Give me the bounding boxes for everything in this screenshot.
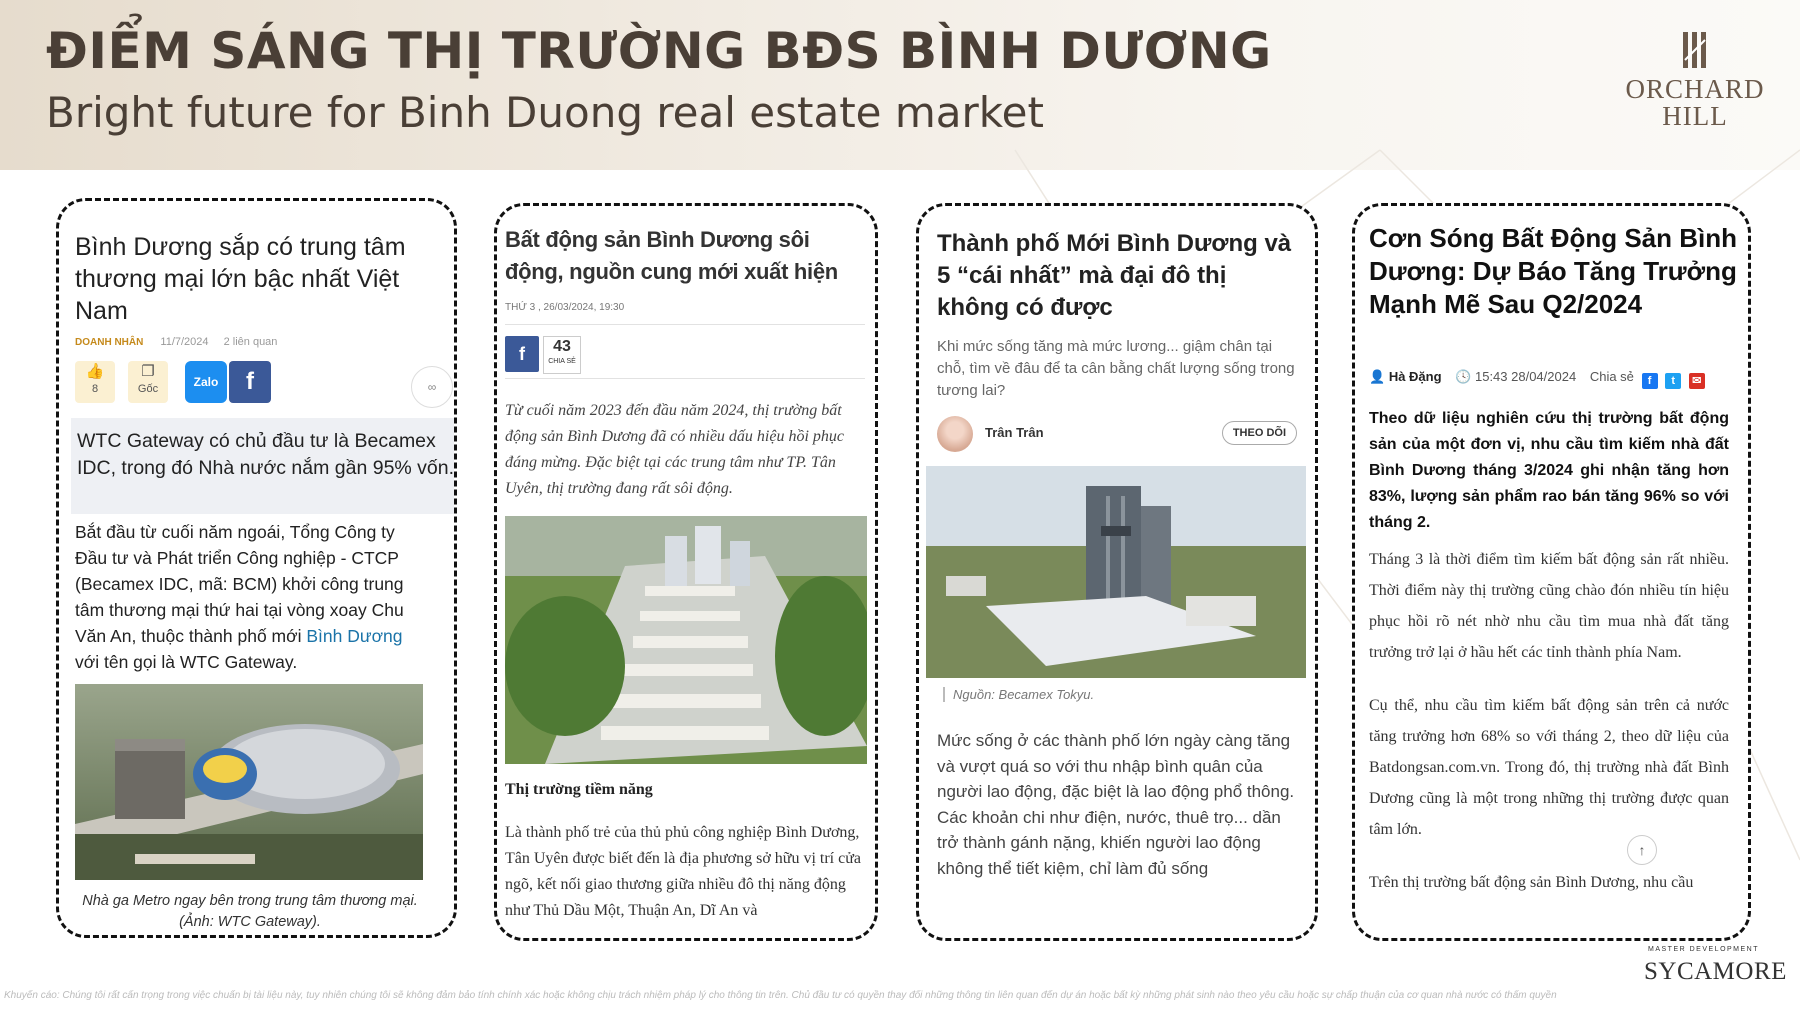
body-text-end: với tên gọi là WTC Gateway. xyxy=(75,652,298,672)
avatar xyxy=(937,416,973,452)
user-icon: 👤 xyxy=(1369,369,1386,384)
article-time: 15:43 28/04/2024 xyxy=(1474,369,1577,384)
article-intro: Từ cuối năm 2023 đến đầu năm 2024, thị trường bất động sản Bình Dương đã có nhiều dấu hiệu hồi phục đáng mừng. Đặc biệt tại các trung tâm như TP. Tân Uyên, thị trường đang rất sôi động. xyxy=(505,402,845,497)
news-card-growth-forecast xyxy=(1352,203,1751,941)
related-link[interactable]: 2 liên quan xyxy=(223,336,278,348)
wtc-gateway-image xyxy=(75,684,423,880)
article-body xyxy=(75,519,425,675)
article-quote xyxy=(71,418,457,514)
article-date: THỨ 3 , 26/03/2024, 19:30 xyxy=(505,302,625,313)
image-caption: Nhà ga Metro ngay bên trong trung tâm thương mại. (Ảnh: WTC Gateway). xyxy=(82,893,418,930)
author-row xyxy=(937,416,1297,452)
facebook-share-button[interactable]: f xyxy=(229,361,271,403)
binh-duong-link[interactable]: Bình Dương xyxy=(306,626,403,646)
follow-button[interactable]: THEO DÕI xyxy=(1222,421,1297,445)
paragraph: Trên thị trường bất động sản Bình Dương, nhu cầu xyxy=(1369,874,1694,891)
scroll-to-top-icon[interactable]: ↑ xyxy=(1627,835,1657,865)
original-label: Gốc xyxy=(137,383,159,395)
news-card-new-city xyxy=(916,203,1318,941)
copy-icon: ❐ xyxy=(141,363,155,380)
divider xyxy=(505,324,865,325)
article-title: Bất động sản Bình Dương sôi động, nguồn cung mới xuất hiện xyxy=(505,227,838,284)
news-card-wtc-gateway xyxy=(56,198,457,938)
orchard-hill-logo xyxy=(1620,30,1770,130)
share-label: Chia sẻ xyxy=(1589,369,1634,384)
facebook-share-button[interactable]: f xyxy=(505,336,539,372)
article-title: Thành phố Mới Bình Dương và 5 “cái nhất” mà đại đô thị không có được xyxy=(937,230,1292,321)
like-button[interactable] xyxy=(75,361,115,403)
article-date: 11/7/2024 xyxy=(160,336,209,348)
news-card-binh-duong-supply xyxy=(494,203,878,941)
tan-uyen-aerial-image xyxy=(505,516,867,764)
logo-line-1: ORCHARD xyxy=(1625,74,1765,104)
author-name[interactable]: Trân Trân xyxy=(985,425,1044,440)
original-button[interactable] xyxy=(128,361,168,403)
disclaimer: Khuyến cáo: Chúng tôi rất cẩn trọng trong việc chuẩn bị tài liệu này, tuy nhiên chúng tôi sẽ không đảm bảo tính chính xác hoặc không chịu trách nhiệm pháp lý cho thông tin trên. Chủ đầu tư có quyền thay đổi những thông tin liên quan đến dự án hoặc bất kỳ những phát sinh nào theo yêu cầu hoặc sự chấp thuận của cơ quan nhà nước có thẩm quyền xyxy=(4,990,1557,1001)
body-text: Bắt đầu từ cuối năm ngoái, Tổng Công ty Đầu tư và Phát triển Công nghiệp - CTCP (Becamex IDC, mã: BCM) khởi công trung tâm thương mại thứ hai tại vòng xoay Chu Văn An, thuộc thành phố mới xyxy=(75,522,404,646)
binh-duong-city-image xyxy=(926,466,1306,678)
paragraph: Cụ thể, nhu cầu tìm kiếm bất động sản trên cả nước tăng trưởng hơn 68% so với tháng 2, theo dữ liệu của Batdongsan.com.vn. Trong đó, thị trường nhà đất Bình Dương cũng là một trong những thị trường được quan tâm lớn. xyxy=(1369,697,1729,838)
clock-icon: 🕓 xyxy=(1455,369,1472,384)
source-logo: DOANH NHÂN xyxy=(75,337,144,348)
divider xyxy=(505,378,865,379)
article-body: Mức sống ở các thành phố lớn ngày càng tăng và vượt quá so với thu nhập bình quân của người lao động, đặc biệt là lao động phổ thông. Các khoản chi như điện, nước, thuê trọ... dần trở thành gánh nặng, khiến người lao động không thể tiết kiệm, chỉ làm đủ sống xyxy=(937,731,1295,878)
share-label: CHIA SẺ xyxy=(548,358,576,365)
image-source: Nguồn: Becamex Tokyu. xyxy=(943,687,1094,702)
page-subtitle: Bright future for Binh Duong real estate market xyxy=(46,88,1044,137)
logo-line-2: HILL xyxy=(1662,101,1728,131)
quote-text: WTC Gateway có chủ đầu tư là Becamex IDC, trong đó Nhà nước nắm gần 95% vốn. xyxy=(77,430,455,479)
sycamore-logo: SYCAMORE xyxy=(1644,958,1787,985)
article-meta xyxy=(75,336,289,348)
section-heading: Thị trường tiềm năng xyxy=(505,781,653,798)
like-count: 8 xyxy=(91,383,99,395)
master-development-label: MASTER DEVELOPMENT xyxy=(1648,946,1760,953)
orchard-hill-mark-icon xyxy=(1681,30,1709,70)
email-share-icon[interactable]: ✉ xyxy=(1689,373,1705,389)
more-share-button[interactable]: ∞ xyxy=(411,366,453,408)
twitter-share-icon[interactable]: t xyxy=(1665,373,1681,389)
article-title: Bình Dương sắp có trung tâm thương mại lớn bậc nhất Việt Nam xyxy=(75,233,406,325)
article-meta xyxy=(1369,369,1739,389)
page-title: ĐIỂM SÁNG THỊ TRƯỜNG BĐS BÌNH DƯƠNG xyxy=(46,22,1272,80)
article-lead: Khi mức sống tăng mà mức lương... giậm chân tại chỗ, tìm về đâu để ta cân bằng chất lượng sống trong tương lai? xyxy=(937,338,1295,399)
paragraph: Tháng 3 là thời điểm tìm kiếm bất động sản rất nhiều. Thời điểm này thị trường cũng chào đón nhiều tín hiệu phục hồi rõ nét nhờ nhu cầu tìm mua nhà đất tăng trưởng trở lại ở hầu hết các tỉnh thành phía Nam. xyxy=(1369,551,1729,661)
article-lead: Theo dữ liệu nghiên cứu thị trường bất động sản của một đơn vị, nhu cầu tìm kiếm nhà đất Bình Dương tháng 3/2024 ghi nhận tăng hơn 83%, lượng sản phẩm rao bán tăng 96% so với tháng 2. xyxy=(1369,410,1729,531)
thumbs-up-icon: 👍 xyxy=(85,363,105,380)
article-body: Là thành phố trẻ của thủ phủ công nghiệp Bình Dương, Tân Uyên được biết đến là địa phương sở hữu vị trí cửa ngõ, kết nối giao thương giữa nhiều đô thị năng động như Thủ Dầu Một, Thuận An, Dĩ An và xyxy=(505,824,861,919)
author-name[interactable]: Hà Đặng xyxy=(1388,369,1442,384)
share-counter xyxy=(543,336,581,374)
share-count: 43 xyxy=(553,338,571,355)
facebook-share-icon[interactable]: f xyxy=(1642,373,1658,389)
zalo-share-button[interactable]: Zalo xyxy=(185,361,227,403)
article-body xyxy=(1369,544,1729,920)
article-title: Cơn Sóng Bất Động Sản Bình Dương: Dự Báo Tăng Trưởng Mạnh Mẽ Sau Q2/2024 xyxy=(1369,223,1738,319)
